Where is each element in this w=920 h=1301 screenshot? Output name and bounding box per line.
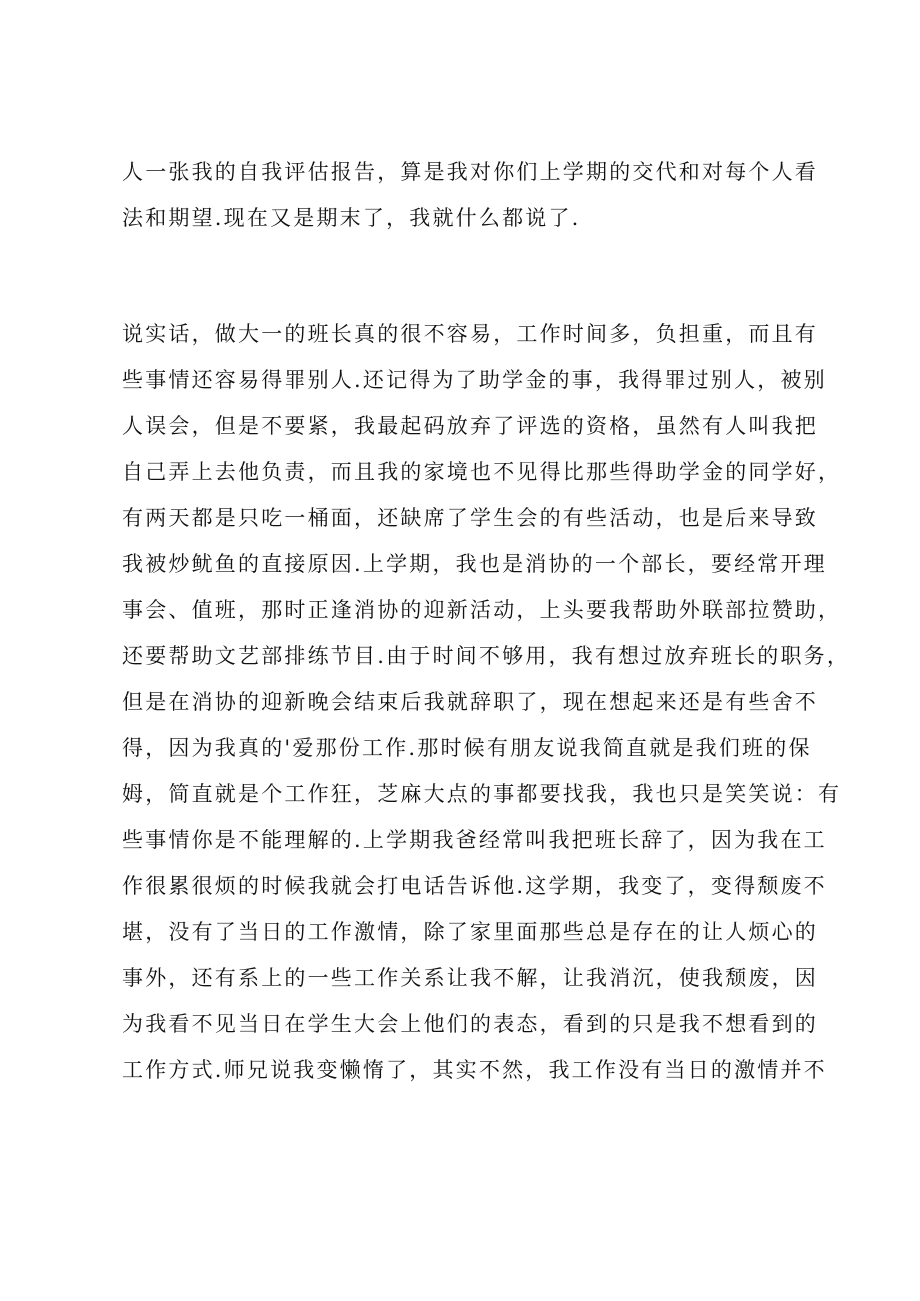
- text-line: 为我看不见当日在学生大会上他们的表态，看到的只是我不想看到的: [122, 1012, 818, 1036]
- text-line: 人一张我的自我评估报告，算是我对你们上学期的交代和对每个人看: [122, 160, 818, 184]
- text-line: 但是在消协的迎新晚会结束后我就辞职了，现在想起来还是有些舍不: [122, 690, 818, 714]
- text-line: 自己弄上去他负责，而且我的家境也不见得比那些得助学金的同学好，: [122, 460, 842, 484]
- text-line: 工作方式.师兄说我变懒惰了，其实不然，我工作没有当日的激情并不: [122, 1058, 827, 1082]
- text-line: 人误会，但是不要紧，我最起码放弃了评选的资格，虽然有人叫我把: [122, 414, 818, 438]
- text-line: 说实话，做大一的班长真的很不容易，工作时间多，负担重，而且有: [122, 322, 818, 346]
- text-line: 法和期望.现在又是期末了，我就什么都说了.: [122, 206, 581, 230]
- text-line: 事会、值班，那时正逢消协的迎新活动，上头要我帮助外联部拉赞助，: [122, 598, 842, 622]
- text-line: 有两天都是只吃一桶面，还缺席了学生会的有些活动，也是后来导致: [122, 506, 818, 530]
- text-line: 事外，还有系上的一些工作关系让我不解，让我消沉，使我颓废，因: [122, 966, 818, 990]
- text-line: 些事情你是不能理解的.上学期我爸经常叫我把班长辞了，因为我在工: [122, 828, 827, 852]
- text-line: 作很累很烦的时候我就会打电话告诉他.这学期，我变了，变得颓废不: [122, 874, 827, 898]
- text-line: 堪，没有了当日的工作激情，除了家里面那些总是存在的让人烦心的: [122, 920, 818, 944]
- text-line: 些事情还容易得罪别人.还记得为了助学金的事，我得罪过别人，被别: [122, 368, 827, 392]
- paragraph-1: [122, 149, 822, 241]
- paragraph-2: [122, 311, 851, 1093]
- text-line: 姆，简直就是个工作狂，芝麻大点的事都要找我，我也只是笑笑说：有: [122, 782, 842, 806]
- text-line: 我被炒鱿鱼的直接原因.上学期，我也是消协的一个部长，要经常开理: [122, 552, 827, 576]
- text-line: 得，因为我真的'爱那份工作.那时候有朋友说我简直就是我们班的保: [122, 736, 812, 760]
- text-line: 还要帮助文艺部排练节目.由于时间不够用，我有想过放弃班长的职务，: [122, 644, 851, 668]
